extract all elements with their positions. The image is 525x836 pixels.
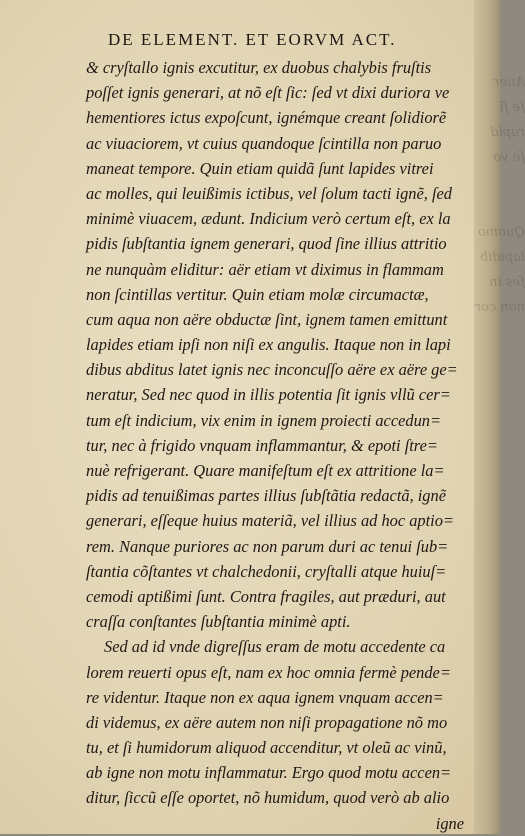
bleed-line: ſe vo: [493, 150, 525, 165]
text-line: dibus abditus latet ignis nec inconcuſſo aëre ex aëre ge=: [86, 360, 458, 380]
text-line: ac viuaciorem, vt cuius quandoque ſcintilla non paruo: [86, 133, 442, 153]
running-header: DE ELEMENT. ET EORVM ACT.: [108, 30, 397, 49]
text-line: Sed ad id vnde digreſſus eram de motu accedente ca: [104, 637, 446, 657]
text-line: pidis ſubſtantia ignem generari, quod ſine illius attritio: [86, 234, 447, 254]
text-line: neratur, Sed nec quod in illis potentia ſit ignis vllũ cer=: [86, 385, 451, 405]
bleed-line: ſes in: [489, 275, 525, 290]
text-line: poſſet ignis generari, at nõ eſt ſic: ſed vt dixi duriora ve: [86, 83, 450, 103]
text-line: craſſa conſtantes ſubſtantia minimè apti.: [86, 612, 351, 632]
text-line: tum eſt indicium, vix enim in ignem proiecti accedun=: [86, 410, 442, 430]
body-text: [86, 55, 464, 836]
text-line: ſtantia cõſtantes vt chalchedonii, cryſtalli atque huiuſ=: [86, 561, 447, 581]
text-line: cum aqua non aëre obductæ ſint, ignem tamen emittunt: [86, 309, 448, 329]
text-line: lorem reuerti opus eſt, nam ex hoc omnia fermè pende=: [86, 662, 451, 682]
text-line: tu, et ſi humidorum aliquod accenditur, vt oleũ ac vinũ,: [86, 738, 447, 758]
bleed-line: non cor: [474, 300, 525, 315]
text-line: ne nunquàm eliditur: aër etiam vt diximus in flammam: [86, 259, 444, 279]
bleed-line: rapid: [490, 125, 525, 140]
bleed-line: ſe ſi: [499, 100, 525, 115]
text-line: di videmus, ex aëre autem non niſi propagatione nõ mo: [86, 712, 448, 732]
bleed-through-text: [465, 70, 525, 320]
text-line: generari, eſſeque huius materiã, vel illius ad hoc aptio=: [86, 511, 454, 531]
bleed-line: [465, 195, 525, 220]
text-line: maneat tempore. Quin etiam quidã ſunt lapides vitrei: [86, 158, 434, 178]
bleed-line: lapidib: [479, 250, 525, 265]
text-line: hementiores ictus expoſcunt, ignémque creant ſolidiorẽ: [86, 108, 447, 128]
text-line: minimè viuacem, ædunt. Indicium verò certum eſt, ex la: [86, 209, 451, 229]
text-line: pidis ad tenuißimas partes illius ſubſtãtia redactã, ignẽ: [86, 486, 446, 506]
bleed-line: Auer: [493, 75, 525, 90]
bleed-line: Quomo: [477, 225, 525, 240]
text-line: ab igne non motu inflammatur. Ergo quod motu accen=: [86, 763, 452, 783]
text-line: re videntur. Itaque non ex aqua ignem vnquam accen=: [86, 687, 444, 707]
bleed-line: [465, 170, 525, 195]
catchword: igne: [435, 813, 464, 833]
text-line: non ſcintillas vertitur. Quin etiam molæ circumactæ,: [86, 284, 429, 304]
text-line: rem. Nanque puriores ac non parum duri ac tenui ſub=: [86, 536, 449, 556]
text-line: ac molles, qui leuißimis ictibus, vel ſolum tacti ignẽ, ſed: [86, 183, 452, 203]
text-line: nuè refrigerant. Quare manifeſtum eſt ex attritione la=: [86, 461, 445, 480]
text-line: tur, nec à frigido vnquam inflammantur, & epoti ſtre=: [86, 435, 438, 455]
text-line: cemodi aptißimi ſunt. Contra fragiles, aut præduri, aut: [86, 586, 446, 606]
text-line: & cryſtallo ignis excutitur, ex duobus chalybis fruſtis: [86, 58, 432, 77]
text-line: ditur, ſiccũ eſſe oportet, nõ humidum, quod verò ab alio: [86, 788, 450, 808]
text-line: lapides etiam ipſi non niſi ex angulis. Itaque non in lapi: [86, 335, 451, 355]
